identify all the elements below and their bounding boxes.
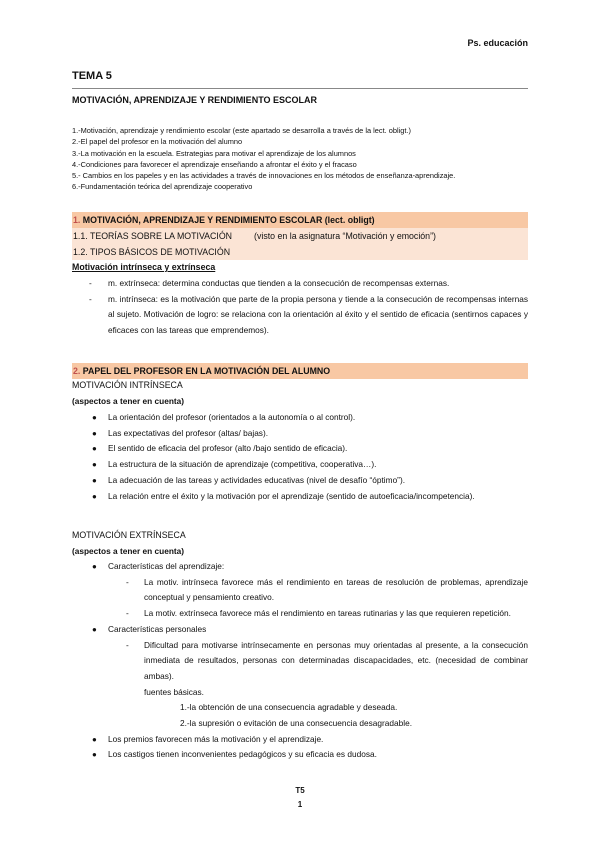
sub-list-item: - La motiv. extrínseca favorece más el rendimiento en tareas rutinarias y las que requieren repetición. — [126, 608, 511, 619]
list-item: ● Características del aprendizaje: — [72, 559, 528, 575]
sub-list-item: - La motiv. intrínseca favorece más el rendimiento en tareas de resolución de problemas, aprendizaje conceptual y pensamiento creativo. — [126, 576, 528, 603]
list-item: ● La orientación del profesor (orientados a la autonomía o al control). — [72, 410, 528, 426]
bullet-icon: ● — [92, 750, 97, 760]
bullet-icon: ● — [92, 624, 97, 634]
list-item: ● Los premios favorecen más la motivación y el aprendizaje. — [72, 732, 528, 748]
list-item: ● Características personales — [72, 622, 528, 638]
section1-title: MOTIVACIÓN, APRENDIZAJE Y RENDIMIENTO ESCOLAR (lect. obligt) — [82, 215, 375, 225]
fuentes-item: 2.-la supresión o evitación de una consecuencia desagradable. — [180, 718, 413, 729]
intrinsic-list — [72, 410, 528, 504]
list-item: ● La relación entre el éxito y la motivación por el aprendizaje (sentido de autoeficacia/incompetencia). — [72, 489, 528, 505]
list-item: ● La estructura de la situación de aprendizaje (competitiva, cooperativa…). — [72, 457, 528, 473]
bullet-icon: ● — [92, 734, 97, 744]
index-item: 4.-Condiciones para favorecer el aprendizaje enseñando a afrontar el éxito y el fracaso — [72, 159, 357, 169]
list-item: - m. extrínseca: determina conductas que tienden a la consecución de recompensas externas. — [89, 278, 450, 288]
extrinsic-subheading: (aspectos a tener en cuenta) — [72, 546, 185, 556]
subsection-1-2-label: 1.2. TIPOS BÁSICOS DE MOTIVACIÓN — [73, 247, 231, 257]
extrinsic-heading: MOTIVACIÓN EXTRÍNSECA — [72, 530, 186, 540]
index-list — [72, 125, 542, 193]
subsection-1-1-label: 1.1. TEORÍAS SOBRE LA MOTIVACIÓN — [73, 231, 233, 241]
section1-heading-bar — [72, 212, 528, 228]
index-item: 5.- Cambios en los papeles y en las actividades a través de innovaciones en los métodos de enseñanza-aprendizaje. — [72, 171, 456, 181]
list-item: ● Las expectativas del profesor (altas/ bajas). — [72, 426, 528, 442]
sub-list-item: - Dificultad para motivarse intrínsecamente en personas muy orientadas al presente, a la consecución inmediata de resultados, personas con determinadas discapacidades, etc. (necesidad de combinar ambas). — [126, 639, 528, 681]
bullet-icon: ● — [92, 491, 97, 501]
extrinsic-list — [72, 559, 528, 763]
section2-heading-bar — [72, 363, 528, 379]
section2-title: PAPEL DEL PROFESOR EN LA MOTIVACIÓN DEL ALUMNO — [82, 366, 331, 376]
list-item: ● El sentido de eficacia del profesor (alto /bajo sentido de eficacia). — [72, 441, 528, 457]
bullet-icon: ● — [92, 444, 97, 454]
title-rule — [72, 88, 528, 89]
section2-number: 2. — [73, 366, 81, 376]
subsection-1-2-bar — [72, 244, 528, 260]
index-item: 2.-El papel del profesor en la motivación del alumno — [72, 137, 243, 147]
intrinsic-subheading: (aspectos a tener en cuenta) — [72, 396, 185, 406]
list-item: - m. intrínseca: es la motivación que parte de la propia persona y tiende a la consecución de recompensas internas al sujeto. Motivación de logro: se relaciona con la orientación al éxito y el sentido de eficacia (sentirnos capaces y eficaces con las tareas que emprendemos). — [89, 293, 528, 335]
bullet-icon: ● — [92, 460, 97, 470]
bullet-icon: ● — [92, 413, 97, 422]
list-item: ● Los castigos tienen inconvenientes pedagógicos y su eficacia es dudosa. — [72, 747, 528, 763]
index-item: 6.-Fundamentación teórica del aprendizaje cooperativo — [72, 182, 253, 192]
list-item: ● La adecuación de las tareas y actividades educativas (nivel de desafío “óptimo”). — [72, 473, 528, 489]
fuentes-item: 1.-la obtención de una consecuencia agradable y deseada. — [180, 702, 398, 713]
subsection-1-1-note: (visto en la asignatura “Motivación y emoción”) — [254, 231, 436, 241]
index-item: 1.-Motivación, aprendizaje y rendimiento escolar (este apartado se desarrolla a través de la lect. obligt.) — [72, 126, 411, 135]
section1-number: 1. — [73, 215, 81, 225]
bullet-icon: ● — [92, 475, 97, 485]
motivation-types-list — [72, 276, 528, 338]
tema-title: TEMA 5 — [72, 70, 112, 82]
page-number: 1 — [297, 800, 303, 809]
course-header: Ps. educación — [467, 38, 528, 48]
intrinsic-heading: MOTIVACIÓN INTRÍNSECA — [72, 380, 183, 390]
bullet-icon: ● — [92, 562, 97, 571]
bullet-icon: ● — [92, 428, 97, 438]
index-item: 3.-La motivación en la escuela. Estrategias para motivar el aprendizaje de los alumnos — [72, 148, 356, 158]
subsection-1-1-bar — [72, 228, 528, 244]
motivation-types-heading: Motivación intrínseca y extrínseca — [72, 262, 216, 272]
footer-tema-code: T5 — [295, 786, 305, 795]
tema-subtitle: MOTIVACIÓN, APRENDIZAJE Y RENDIMIENTO ESCOLAR — [72, 95, 318, 105]
fuentes-label: fuentes básicas. — [144, 686, 204, 697]
